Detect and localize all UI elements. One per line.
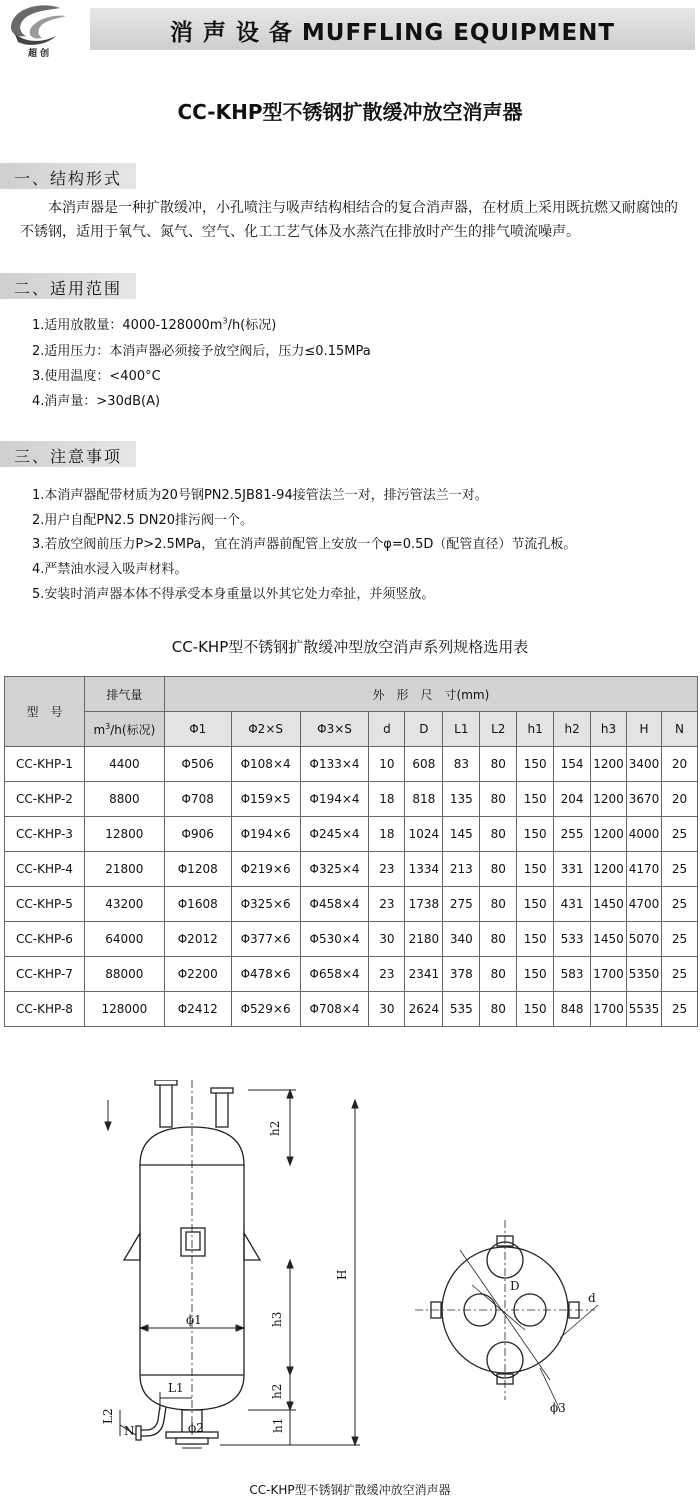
table-cell: 80 — [480, 992, 517, 1027]
table-cell: 331 — [554, 852, 591, 887]
table-cell: 23 — [369, 957, 405, 992]
table-cell: 80 — [480, 922, 517, 957]
table-cell: 150 — [517, 957, 554, 992]
label-h1: h1 — [271, 1417, 285, 1433]
table-cell: 150 — [517, 747, 554, 782]
table-cell: CC-KHP-8 — [5, 992, 85, 1027]
table-row — [5, 922, 698, 957]
column-header: Φ3×S — [300, 712, 369, 747]
column-header: d — [369, 712, 405, 747]
table-cell: Φ1208 — [164, 852, 231, 887]
section-heading-structure — [0, 163, 136, 189]
label-phi2: ϕ2 — [188, 1421, 204, 1435]
table-cell: CC-KHP-7 — [5, 957, 85, 992]
table-cell: Φ377×6 — [231, 922, 300, 957]
table-cell: 80 — [480, 957, 517, 992]
scope-item-2: 2.适用压力：本消声器必须接予放空阀后，压力≤0.15MPa — [32, 344, 371, 359]
column-header: L1 — [443, 712, 480, 747]
table-cell: 1738 — [405, 887, 443, 922]
table-cell: Φ2012 — [164, 922, 231, 957]
table-cell: Φ325×4 — [300, 852, 369, 887]
table-cell: 20 — [662, 747, 698, 782]
scope-item-3: 3.使用温度：<400°C — [32, 369, 161, 384]
table-cell: 3670 — [627, 782, 662, 817]
table-cell: 275 — [443, 887, 480, 922]
note-item-1: 1.本消声器配带材质为20号钢PN2.5JB81-94接管法兰一对，排污管法兰一对。 — [32, 488, 488, 503]
table-cell: 25 — [662, 992, 698, 1027]
table-cell: Φ245×4 — [300, 817, 369, 852]
unit-text: m — [93, 722, 106, 737]
table-body — [5, 747, 698, 1027]
table-row — [5, 992, 698, 1027]
table-cell: 80 — [480, 747, 517, 782]
table-cell: 25 — [662, 817, 698, 852]
table-cell: 23 — [369, 887, 405, 922]
table-cell: Φ159×5 — [231, 782, 300, 817]
table-cell: 3400 — [627, 747, 662, 782]
table-cell: 1700 — [591, 992, 627, 1027]
table-cell: 5350 — [627, 957, 662, 992]
table-cell: 5535 — [627, 992, 662, 1027]
document-title: CC-KHP型不锈钢扩散缓冲放空消声器 — [177, 100, 523, 124]
note-item-2: 2.用户自配PN2.5 DN20排污阀一个。 — [32, 513, 254, 528]
column-header: h3 — [591, 712, 627, 747]
table-cell: 150 — [517, 992, 554, 1027]
table-cell: 25 — [662, 887, 698, 922]
table-cell: 80 — [480, 852, 517, 887]
table-cell: 25 — [662, 922, 698, 957]
table-cell: Φ194×6 — [231, 817, 300, 852]
company-logo — [4, 2, 76, 58]
header-model: 型 号 — [5, 677, 85, 747]
table-cell: 30 — [369, 922, 405, 957]
scope-item-text: /h(标况) — [227, 318, 277, 333]
table-cell: 431 — [554, 887, 591, 922]
column-header: h1 — [517, 712, 554, 747]
table-cell: Φ1608 — [164, 887, 231, 922]
label-phi1: ϕ1 — [186, 1313, 202, 1327]
label-d: d — [588, 1291, 596, 1305]
logo-text: 超 创 — [28, 49, 50, 58]
table-cell: 5070 — [627, 922, 662, 957]
muffler-top-view — [415, 1220, 598, 1410]
table-cell: 1450 — [591, 887, 627, 922]
table-cell: Φ708×4 — [300, 992, 369, 1027]
table-cell: 204 — [554, 782, 591, 817]
table-cell: Φ194×4 — [300, 782, 369, 817]
label-h3: h3 — [270, 1311, 284, 1327]
table-cell: 88000 — [84, 957, 164, 992]
column-header: h2 — [554, 712, 591, 747]
table-cell: 2341 — [405, 957, 443, 992]
table-cell: Φ108×4 — [231, 747, 300, 782]
table-cell: 4000 — [627, 817, 662, 852]
section-heading-text: 二、适用范围 — [14, 279, 123, 298]
page-header — [0, 0, 700, 60]
table-cell: 154 — [554, 747, 591, 782]
table-row — [5, 887, 698, 922]
label-L1: L1 — [168, 1381, 184, 1395]
column-header: Φ1 — [164, 712, 231, 747]
label-L2: L2 — [101, 1408, 115, 1424]
table-row — [5, 957, 698, 992]
table-cell: CC-KHP-2 — [5, 782, 85, 817]
superscript: 3 — [105, 721, 111, 731]
note-item-5: 5.安装时消声器本体不得承受本身重量以外其它处力牵扯，并须竖放。 — [32, 587, 435, 602]
table-cell: 18 — [369, 782, 405, 817]
table-cell: Φ2200 — [164, 957, 231, 992]
scope-item-text: 1.适用放散量：4000-128000m — [32, 318, 223, 333]
banner — [90, 8, 695, 50]
table-cell: Φ219×6 — [231, 852, 300, 887]
table-cell: 80 — [480, 782, 517, 817]
table-cell: 583 — [554, 957, 591, 992]
column-header: H — [627, 712, 662, 747]
table-cell: 533 — [554, 922, 591, 957]
table-cell: 128000 — [84, 992, 164, 1027]
table-cell: 21800 — [84, 852, 164, 887]
table-cell: Φ708 — [164, 782, 231, 817]
spec-table — [4, 676, 698, 1027]
table-cell: 150 — [517, 817, 554, 852]
table-cell: Φ458×4 — [300, 887, 369, 922]
table-row — [5, 747, 698, 782]
table-cell: 340 — [443, 922, 480, 957]
table-row — [5, 817, 698, 852]
table-cell: 848 — [554, 992, 591, 1027]
scope-item-4: 4.消声量：>30dB(A) — [32, 394, 161, 409]
label-h2-top: h2 — [268, 1120, 282, 1136]
table-cell: CC-KHP-5 — [5, 887, 85, 922]
table-cell: 1200 — [591, 747, 627, 782]
technical-drawing — [0, 1080, 700, 1480]
table-cell: 25 — [662, 852, 698, 887]
header-dimensions: 外 形 尺 寸(mm) — [164, 677, 697, 712]
table-cell: 18 — [369, 817, 405, 852]
table-cell: 213 — [443, 852, 480, 887]
table-cell: 150 — [517, 922, 554, 957]
header-flow: 排气量 — [84, 677, 164, 712]
table-cell: 30 — [369, 992, 405, 1027]
table-cell: 2180 — [405, 922, 443, 957]
section-heading-text: 三、注意事项 — [14, 447, 123, 466]
table-row — [5, 782, 698, 817]
table-cell: 83 — [443, 747, 480, 782]
label-H: H — [335, 1269, 349, 1280]
table-row — [5, 852, 698, 887]
table-cell: 1200 — [591, 817, 627, 852]
table-title: CC-KHP型不锈钢扩散缓冲型放空消声系列规格选用表 — [171, 638, 529, 656]
table-cell: Φ506 — [164, 747, 231, 782]
table-cell: Φ2412 — [164, 992, 231, 1027]
table-cell: 23 — [369, 852, 405, 887]
label-phi3: ϕ3 — [550, 1401, 566, 1415]
table-cell: 20 — [662, 782, 698, 817]
banner-title: 消 声 设 备 MUFFLING EQUIPMENT — [169, 20, 616, 46]
table-cell: 64000 — [84, 922, 164, 957]
table-cell: 378 — [443, 957, 480, 992]
scope-item-1 — [32, 314, 276, 333]
table-cell: 80 — [480, 887, 517, 922]
header-flow-unit — [84, 712, 164, 747]
note-item-4: 4.严禁油水浸入吸声材料。 — [32, 562, 188, 577]
label-h2-bottom: h2 — [270, 1383, 284, 1399]
section-heading-notes — [0, 441, 136, 467]
section-heading-scope — [0, 273, 136, 299]
column-header: D — [405, 712, 443, 747]
section-heading-text: 一、结构形式 — [14, 169, 123, 188]
table-cell: 2624 — [405, 992, 443, 1027]
table-cell: Φ133×4 — [300, 747, 369, 782]
column-header: N — [662, 712, 698, 747]
table-cell: 12800 — [84, 817, 164, 852]
superscript: 3 — [222, 316, 228, 326]
table-cell: Φ906 — [164, 817, 231, 852]
table-cell: CC-KHP-3 — [5, 817, 85, 852]
table-cell: 4400 — [84, 747, 164, 782]
note-item-3: 3.若放空阀前压力P>2.5MPa，宜在消声器前配管上安放一个φ=0.5D（配管直径）节流孔板。 — [32, 537, 577, 552]
column-header: L2 — [480, 712, 517, 747]
label-N: N — [124, 1424, 135, 1438]
unit-text: /h(标况) — [110, 722, 156, 737]
table-cell: 1024 — [405, 817, 443, 852]
muffler-side-view — [124, 1080, 260, 1448]
table-header-row — [5, 677, 698, 712]
table-cell: 1200 — [591, 782, 627, 817]
table-cell: 43200 — [84, 887, 164, 922]
table-cell: 255 — [554, 817, 591, 852]
table-cell: 80 — [480, 817, 517, 852]
table-cell: 818 — [405, 782, 443, 817]
label-D: D — [510, 1279, 520, 1293]
table-cell: 1700 — [591, 957, 627, 992]
table-cell: 150 — [517, 852, 554, 887]
table-cell: 4700 — [627, 887, 662, 922]
table-cell: 145 — [443, 817, 480, 852]
table-cell: Φ530×4 — [300, 922, 369, 957]
structure-paragraph: 本消声器是一种扩散缓冲，小孔喷注与吸声结构相结合的复合消声器，在材质上采用既抗燃又耐腐蚀的不锈钢，适用于氧气、氮气、空气、化工工艺气体及水蒸汽在排放时产生的排气喷流噪声。 — [20, 200, 678, 240]
table-cell: Φ529×6 — [231, 992, 300, 1027]
table-cell: 135 — [443, 782, 480, 817]
table-cell: 4170 — [627, 852, 662, 887]
table-cell: Φ658×4 — [300, 957, 369, 992]
table-cell: 608 — [405, 747, 443, 782]
table-cell: CC-KHP-4 — [5, 852, 85, 887]
table-column-header-row — [5, 712, 698, 747]
drawing-caption: CC-KHP型不锈钢扩散缓冲放空消声器 — [249, 1483, 451, 1497]
table-cell: 25 — [662, 957, 698, 992]
table-cell: 535 — [443, 992, 480, 1027]
table-cell: Φ325×6 — [231, 887, 300, 922]
drawing-labels — [101, 1121, 596, 1438]
table-cell: 1450 — [591, 922, 627, 957]
table-cell: Φ478×6 — [231, 957, 300, 992]
table-cell: CC-KHP-6 — [5, 922, 85, 957]
table-cell: CC-KHP-1 — [5, 747, 85, 782]
dimension-lines — [105, 1090, 360, 1448]
table-cell: 8800 — [84, 782, 164, 817]
column-header: Φ2×S — [231, 712, 300, 747]
table-cell: 150 — [517, 887, 554, 922]
table-cell: 1334 — [405, 852, 443, 887]
table-cell: 10 — [369, 747, 405, 782]
table-cell: 150 — [517, 782, 554, 817]
table-cell: 1200 — [591, 852, 627, 887]
